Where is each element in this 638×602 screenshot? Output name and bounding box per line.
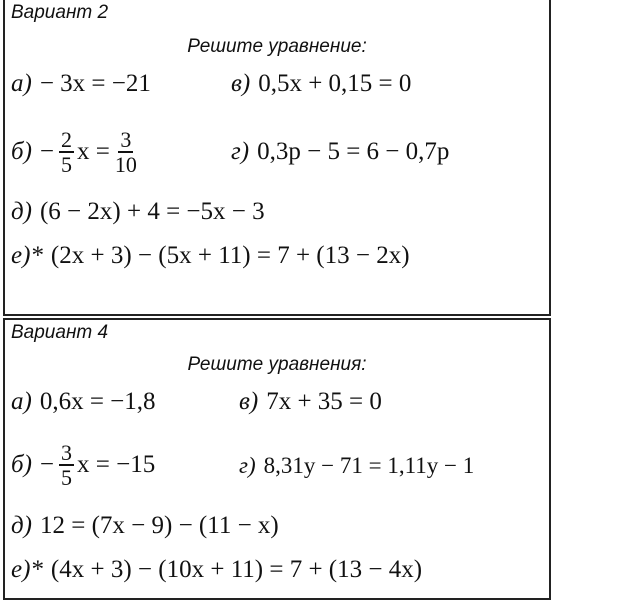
label-4e: е)* (11, 556, 43, 583)
variant-2-block (3, 0, 551, 316)
equation-4e (11, 550, 422, 590)
label-2a: а) (11, 70, 32, 97)
numerator: 2 (61, 126, 73, 152)
fraction-2b-right (113, 128, 139, 176)
sign-4b: − (39, 451, 55, 478)
label-4v: в) (239, 388, 259, 415)
denominator: 5 (61, 152, 73, 177)
equation-2a (11, 64, 151, 104)
fraction-4b (59, 441, 74, 489)
label-2g: г) (231, 138, 250, 165)
label-4b: б) (11, 451, 32, 478)
expr-2a: − 3x = −21 (39, 70, 151, 97)
expr-2v: 0,5x + 0,15 = 0 (258, 70, 412, 97)
expr-2g: 0,3p − 5 = 6 − 0,7p (257, 138, 450, 165)
variant-2-title: Вариант 2 (11, 2, 109, 23)
label-4d: д) (11, 512, 32, 539)
numerator: 3 (61, 439, 73, 465)
equation-4a (11, 382, 156, 422)
expr-4b-rest: x = −15 (77, 451, 156, 478)
equation-4b (11, 432, 155, 498)
equation-4g (239, 446, 474, 486)
numerator: 3 (120, 126, 132, 152)
variant-2-heading: Решите уравнение: (187, 36, 367, 57)
variant-4-heading: Решите уравнения: (187, 354, 367, 375)
sign-2b: − (39, 138, 55, 165)
expr-2d: (6 − 2x) + 4 = −5x − 3 (39, 198, 265, 225)
expr-2e: (2x + 3) − (5x + 11) = 7 + (13 − 2x) (50, 242, 410, 269)
denominator: 10 (114, 152, 137, 177)
equation-2d (11, 192, 265, 232)
label-2v: в) (231, 70, 251, 97)
equation-4d (11, 506, 279, 546)
expr-2b-mid: x = (77, 138, 110, 165)
label-4g: г) (239, 453, 256, 478)
label-2e: е)* (11, 242, 43, 269)
expr-4e: (4x + 3) − (10x + 11) = 7 + (13 − 4x) (50, 556, 423, 583)
label-4a: а) (11, 388, 32, 415)
denominator: 5 (61, 465, 73, 490)
variant-4-title: Вариант 4 (11, 322, 109, 343)
label-2d: д) (11, 198, 32, 225)
variant-4-block (3, 318, 551, 600)
expr-4v: 7x + 35 = 0 (266, 388, 382, 415)
equation-2v (231, 64, 411, 104)
expr-4g: 8,31y − 71 = 1,11y − 1 (263, 453, 475, 478)
equation-2e (11, 236, 410, 276)
equation-2b (11, 120, 142, 184)
label-2b: б) (11, 138, 32, 165)
equation-4v (239, 382, 382, 422)
equation-2g (231, 132, 449, 172)
expr-4a: 0,6x = −1,8 (39, 388, 156, 415)
fraction-2b-left (59, 128, 74, 176)
expr-4d: 12 = (7x − 9) − (11 − x) (39, 512, 279, 539)
